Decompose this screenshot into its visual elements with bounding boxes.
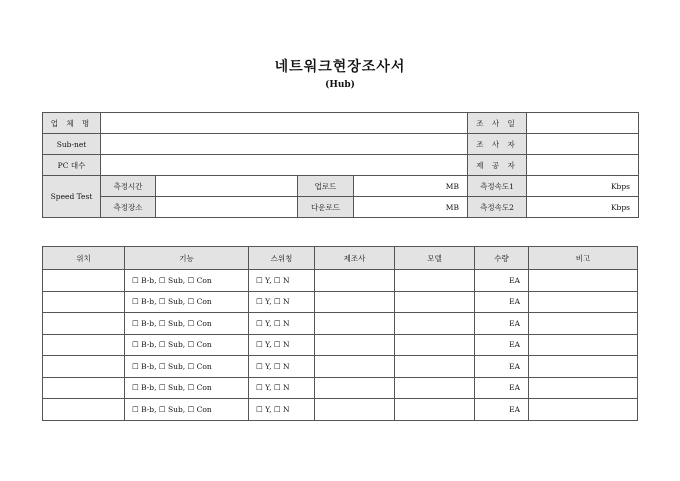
model-cell[interactable] xyxy=(395,313,475,335)
model-cell[interactable] xyxy=(395,291,475,313)
pc-count-row xyxy=(43,155,639,176)
upload-label: 업로드 xyxy=(298,176,354,197)
quantity-cell[interactable]: EA xyxy=(475,356,529,378)
measure-time-field[interactable] xyxy=(156,176,298,197)
quantity-cell[interactable]: EA xyxy=(475,270,529,292)
manufacturer-cell[interactable] xyxy=(315,356,395,378)
remarks-cell[interactable] xyxy=(529,334,638,356)
location-cell[interactable] xyxy=(43,377,125,399)
table-row xyxy=(43,291,638,313)
location-cell[interactable] xyxy=(43,270,125,292)
manufacturer-cell[interactable] xyxy=(315,291,395,313)
model-cell[interactable] xyxy=(395,270,475,292)
table-row xyxy=(43,334,638,356)
speed-test-row-1 xyxy=(43,176,639,197)
document-subtitle: (Hub) xyxy=(325,80,355,90)
speed1-label: 측정속도1 xyxy=(468,176,527,197)
table-row xyxy=(43,356,638,378)
remarks-cell[interactable] xyxy=(529,313,638,335)
speed2-label: 측정속도2 xyxy=(468,197,527,218)
provider-field[interactable] xyxy=(527,155,639,176)
subnet-field[interactable] xyxy=(101,134,468,155)
download-label: 다운로드 xyxy=(298,197,354,218)
model-cell[interactable] xyxy=(395,399,475,421)
function-options[interactable]: ☐ B-b, ☐ Sub, ☐ Con xyxy=(125,313,249,335)
model-cell[interactable] xyxy=(395,356,475,378)
equipment-table xyxy=(42,246,638,421)
pc-count-label: PC 대수 xyxy=(43,155,101,176)
function-options[interactable]: ☐ B-b, ☐ Sub, ☐ Con xyxy=(125,334,249,356)
manufacturer-cell[interactable] xyxy=(315,399,395,421)
switching-options[interactable]: ☐ Y, ☐ N xyxy=(249,334,315,356)
switching-options[interactable]: ☐ Y, ☐ N xyxy=(249,399,315,421)
header-switching: 스위칭 xyxy=(249,247,315,270)
table-row xyxy=(43,377,638,399)
quantity-cell[interactable]: EA xyxy=(475,334,529,356)
manufacturer-cell[interactable] xyxy=(315,270,395,292)
remarks-cell[interactable] xyxy=(529,291,638,313)
header-location: 위치 xyxy=(43,247,125,270)
speed2-field[interactable]: Kbps xyxy=(527,197,639,218)
table-row xyxy=(43,399,638,421)
switching-options[interactable]: ☐ Y, ☐ N xyxy=(249,270,315,292)
pc-count-field[interactable] xyxy=(101,155,468,176)
speed-test-label: Speed Test xyxy=(43,176,101,218)
equipment-header-row xyxy=(43,247,638,270)
subnet-row xyxy=(43,134,639,155)
function-options[interactable]: ☐ B-b, ☐ Sub, ☐ Con xyxy=(125,356,249,378)
location-cell[interactable] xyxy=(43,291,125,313)
remarks-cell[interactable] xyxy=(529,399,638,421)
measure-place-label: 측정장소 xyxy=(101,197,156,218)
measure-time-label: 측정시간 xyxy=(101,176,156,197)
manufacturer-cell[interactable] xyxy=(315,377,395,399)
remarks-cell[interactable] xyxy=(529,356,638,378)
model-cell[interactable] xyxy=(395,334,475,356)
function-options[interactable]: ☐ B-b, ☐ Sub, ☐ Con xyxy=(125,291,249,313)
model-cell[interactable] xyxy=(395,377,475,399)
function-options[interactable]: ☐ B-b, ☐ Sub, ☐ Con xyxy=(125,399,249,421)
quantity-cell[interactable]: EA xyxy=(475,291,529,313)
location-cell[interactable] xyxy=(43,356,125,378)
document-title: 네트워크현장조사서 xyxy=(274,59,406,75)
site-info-table xyxy=(42,112,639,218)
quantity-cell[interactable]: EA xyxy=(475,313,529,335)
switching-options[interactable]: ☐ Y, ☐ N xyxy=(249,377,315,399)
survey-date-field[interactable] xyxy=(527,113,639,134)
upload-field[interactable]: MB xyxy=(354,176,468,197)
company-label: 업 체 명 xyxy=(43,113,101,134)
remarks-cell[interactable] xyxy=(529,377,638,399)
download-field[interactable]: MB xyxy=(354,197,468,218)
location-cell[interactable] xyxy=(43,334,125,356)
remarks-cell[interactable] xyxy=(529,270,638,292)
header-model: 모델 xyxy=(395,247,475,270)
location-cell[interactable] xyxy=(43,399,125,421)
manufacturer-cell[interactable] xyxy=(315,313,395,335)
table-row xyxy=(43,313,638,335)
location-cell[interactable] xyxy=(43,313,125,335)
header-function: 기능 xyxy=(125,247,249,270)
header-quantity: 수량 xyxy=(475,247,529,270)
speed1-field[interactable]: Kbps xyxy=(527,176,639,197)
subnet-label: Sub-net xyxy=(43,134,101,155)
surveyor-field[interactable] xyxy=(527,134,639,155)
manufacturer-cell[interactable] xyxy=(315,334,395,356)
function-options[interactable]: ☐ B-b, ☐ Sub, ☐ Con xyxy=(125,270,249,292)
table-row xyxy=(43,270,638,292)
header-manufacturer: 제조사 xyxy=(315,247,395,270)
survey-date-label: 조 사 일 xyxy=(468,113,527,134)
provider-label: 제 공 자 xyxy=(468,155,527,176)
surveyor-label: 조 사 자 xyxy=(468,134,527,155)
measure-place-field[interactable] xyxy=(156,197,298,218)
function-options[interactable]: ☐ B-b, ☐ Sub, ☐ Con xyxy=(125,377,249,399)
speed-test-row-2 xyxy=(43,197,639,218)
quantity-cell[interactable]: EA xyxy=(475,377,529,399)
quantity-cell[interactable]: EA xyxy=(475,399,529,421)
company-row xyxy=(43,113,639,134)
switching-options[interactable]: ☐ Y, ☐ N xyxy=(249,313,315,335)
switching-options[interactable]: ☐ Y, ☐ N xyxy=(249,356,315,378)
header-remarks: 비고 xyxy=(529,247,638,270)
company-field[interactable] xyxy=(101,113,468,134)
switching-options[interactable]: ☐ Y, ☐ N xyxy=(249,291,315,313)
